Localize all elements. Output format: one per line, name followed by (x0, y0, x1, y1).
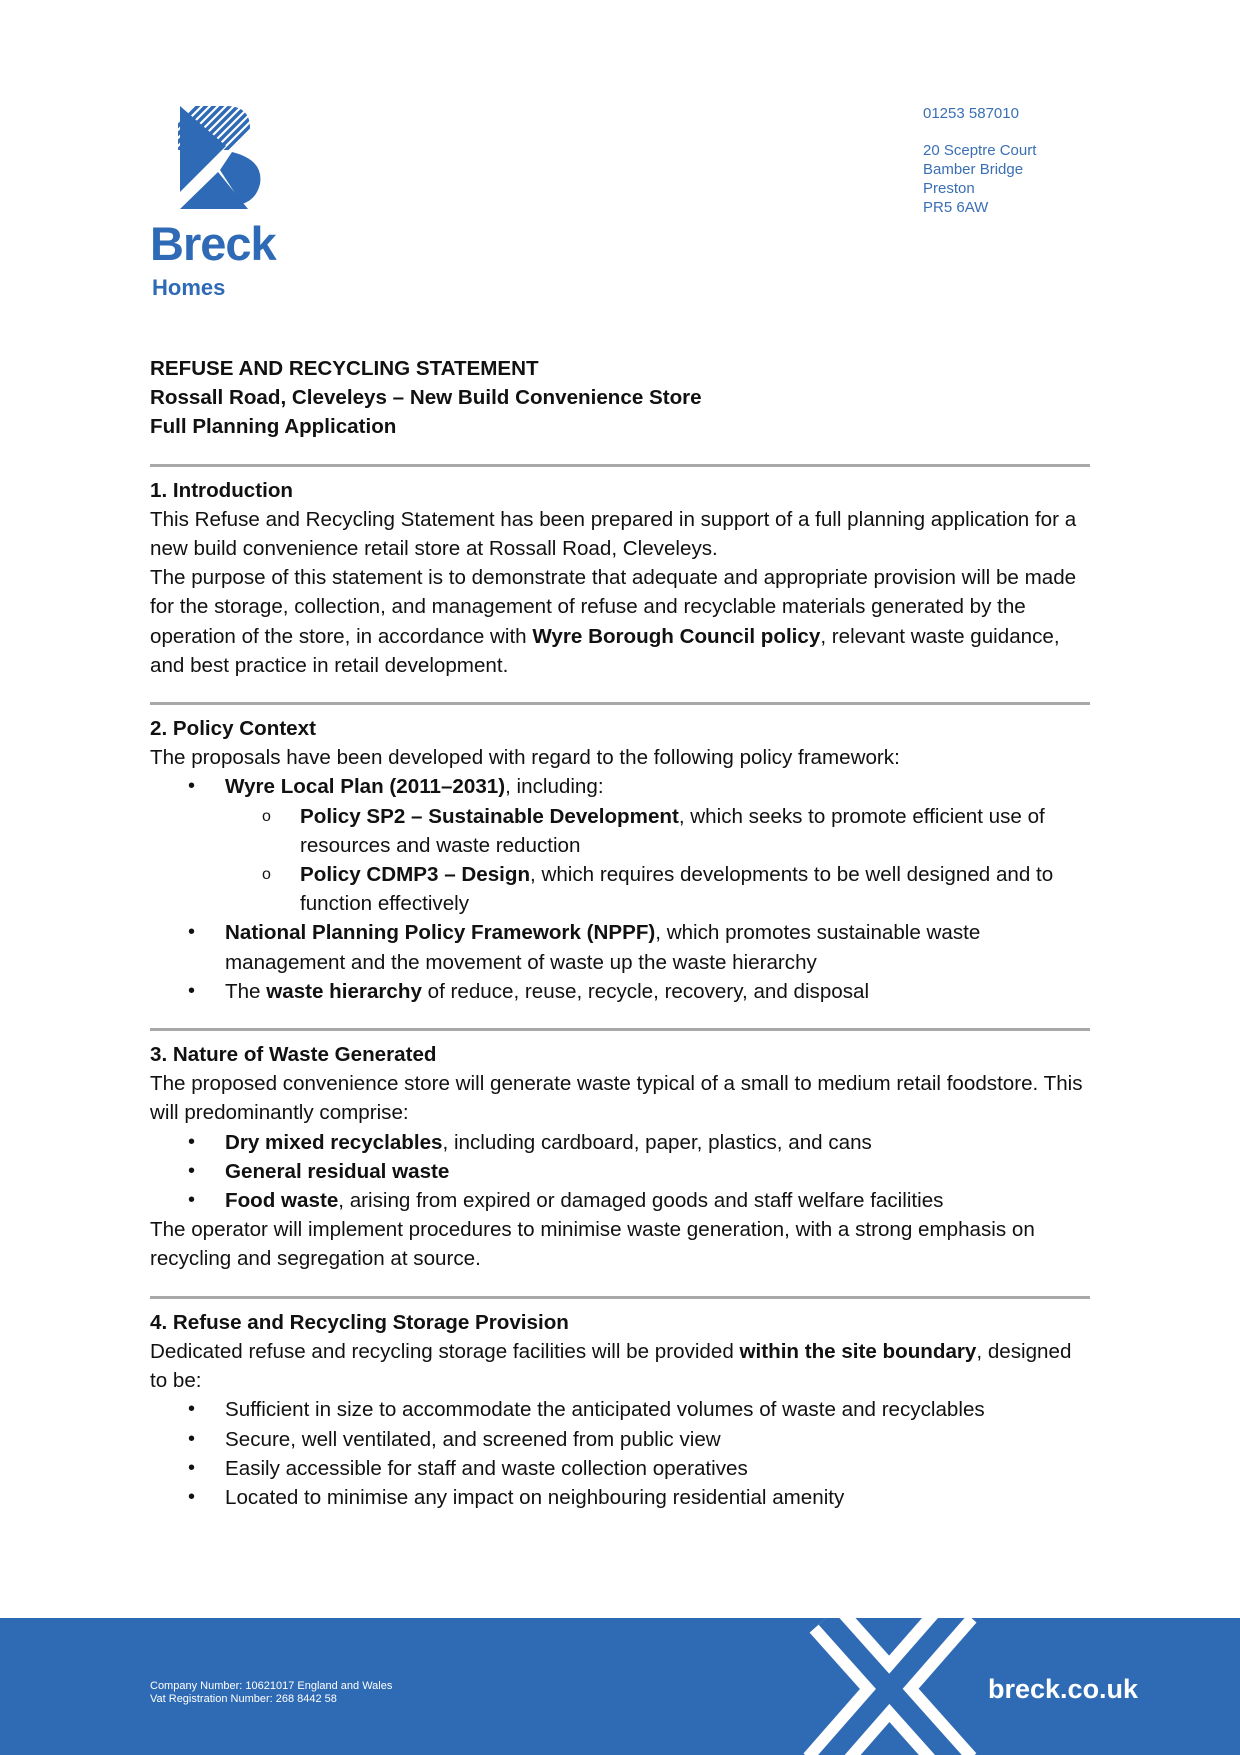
bullet-icon: • (188, 1398, 196, 1421)
document-subtitle: Rossall Road, Cleveleys – New Build Convenience Store (150, 386, 702, 410)
list-item (188, 1483, 1090, 1512)
bullet-list (150, 1395, 1090, 1512)
text-run: Easily accessible for staff and waste collection operatives (225, 1456, 748, 1480)
section-heading: 4. Refuse and Recycling Storage Provision (150, 1310, 569, 1334)
bullet-icon: • (188, 921, 196, 944)
section-divider (150, 464, 1090, 467)
address-line: Bamber Bridge (923, 161, 1024, 178)
text-run: The purpose of this statement is to demonstrate that adequate and appropriate provision will be made for the storage, collection, and management of refuse and recyclable materials generated by the operation of the store, in accordance with (150, 566, 1077, 648)
sub-bullet-icon: o (262, 807, 271, 825)
bullet-icon: • (188, 1456, 196, 1479)
document-titles (150, 354, 1090, 442)
contact-block (923, 104, 1036, 217)
section-introduction (150, 476, 1090, 680)
sub-list (225, 802, 1090, 919)
document-body (150, 354, 1090, 1512)
bullet-icon: • (188, 1189, 196, 1212)
bold-text: Wyre Borough Council policy (532, 624, 821, 648)
sub-bullet-icon: o (262, 866, 271, 884)
paragraph: The proposed convenience store will generate waste typical of a small to medium retail foodstore. This will predominantly comprise: (150, 1072, 1083, 1125)
bold-text: General residual waste (225, 1159, 450, 1183)
section-storage-provision (150, 1308, 1090, 1512)
logo-wordmark: Breck (150, 217, 276, 270)
bold-text: Policy CDMP3 – Design (300, 863, 531, 887)
list-item (188, 1395, 1090, 1424)
text-run: , which promotes sustainable waste management and the movement of waste up the waste hierarchy (225, 921, 981, 974)
logo-subtitle: Homes (152, 275, 226, 300)
bullet-icon: • (188, 775, 196, 798)
bold-text: Dry mixed recyclables (225, 1130, 443, 1154)
paragraph: The proposals have been developed with regard to the following policy framework: (150, 746, 900, 770)
list-item (188, 1454, 1090, 1483)
list-item (188, 1157, 1090, 1186)
list-item (262, 802, 1090, 860)
text-run: Sufficient in size to accommodate the anticipated volumes of waste and recyclables (225, 1398, 985, 1422)
bold-text: within the site boundary (739, 1339, 977, 1363)
text-run: , including: (505, 775, 604, 799)
text-run: Secure, well ventilated, and screened from public view (225, 1427, 721, 1451)
text-run: , relevant waste guidance, and best practice in retail development. (150, 624, 1060, 677)
paragraph: The operator will implement procedures to minimise waste generation, with a strong emphasis on recycling and segregation at source. (150, 1218, 1035, 1271)
list-item (188, 772, 1090, 918)
document-title: REFUSE AND RECYCLING STATEMENT (150, 357, 539, 380)
section-nature-of-waste (150, 1040, 1090, 1274)
address-line: PR5 6AW (923, 199, 989, 216)
section-divider (150, 702, 1090, 705)
list-item (188, 1186, 1090, 1215)
text-run: Dedicated refuse and recycling storage facilities will be provided (150, 1339, 740, 1363)
text-run: Located to minimise any impact on neighbouring residential amenity (225, 1485, 845, 1509)
section-heading: 1. Introduction (150, 478, 293, 502)
bold-text: National Planning Policy Framework (NPPF) (225, 921, 656, 945)
bold-text: Wyre Local Plan (2011–2031) (225, 775, 506, 799)
vat-number: Vat Registration Number: 268 8442 58 (150, 1693, 337, 1705)
bold-text: Food waste (225, 1189, 339, 1213)
bullet-icon: • (188, 1130, 196, 1153)
bold-text: Policy SP2 – Sustainable Development (300, 804, 679, 828)
address-line: Preston (923, 180, 975, 197)
list-item (188, 1128, 1090, 1157)
list-item (262, 860, 1090, 918)
bullet-icon: • (188, 1427, 196, 1450)
list-item (188, 1425, 1090, 1454)
paragraph (150, 563, 1090, 680)
page-footer (0, 1618, 1240, 1755)
company-details (150, 1680, 392, 1706)
text-run: The (225, 979, 267, 1003)
text-run: , which requires developments to be well designed and to function effectively (300, 863, 1054, 916)
document-subtitle: Full Planning Application (150, 415, 397, 439)
section-heading: 3. Nature of Waste Generated (150, 1043, 437, 1067)
contact-phone: 01253 587010 (923, 105, 1019, 122)
address-line: 20 Sceptre Court (923, 142, 1037, 159)
bullet-list (150, 772, 1090, 1006)
section-heading: 2. Policy Context (150, 717, 316, 741)
brand-logo (148, 100, 308, 305)
bold-text: waste hierarchy (266, 979, 422, 1003)
section-divider (150, 1296, 1090, 1299)
bullet-icon: • (188, 1159, 196, 1182)
bullet-list (150, 1128, 1090, 1216)
bullet-icon: • (188, 979, 196, 1002)
text-run: , designed to be: (150, 1339, 1072, 1393)
section-policy-context (150, 714, 1090, 1006)
paragraph (150, 1337, 1090, 1395)
text-run: , arising from expired or damaged goods and staff welfare facilities (338, 1189, 944, 1213)
list-item (188, 977, 1090, 1006)
paragraph: This Refuse and Recycling Statement has been prepared in support of a full planning application for a new build convenience retail store at Rossall Road, Cleveleys. (150, 507, 1077, 561)
company-number: Company Number: 10621017 England and Wales (150, 1680, 393, 1692)
text-run: , which seeks to promote efficient use of resources and waste reduction (300, 804, 1045, 857)
text-run: , including cardboard, paper, plastics, and cans (442, 1130, 872, 1154)
text-run: of reduce, reuse, recycle, recovery, and disposal (421, 979, 870, 1003)
bullet-icon: • (188, 1485, 196, 1508)
breck-logo-mark-icon (148, 100, 268, 212)
list-item (188, 918, 1090, 976)
website-link[interactable]: breck.co.uk (988, 1674, 1139, 1704)
section-divider (150, 1028, 1090, 1031)
